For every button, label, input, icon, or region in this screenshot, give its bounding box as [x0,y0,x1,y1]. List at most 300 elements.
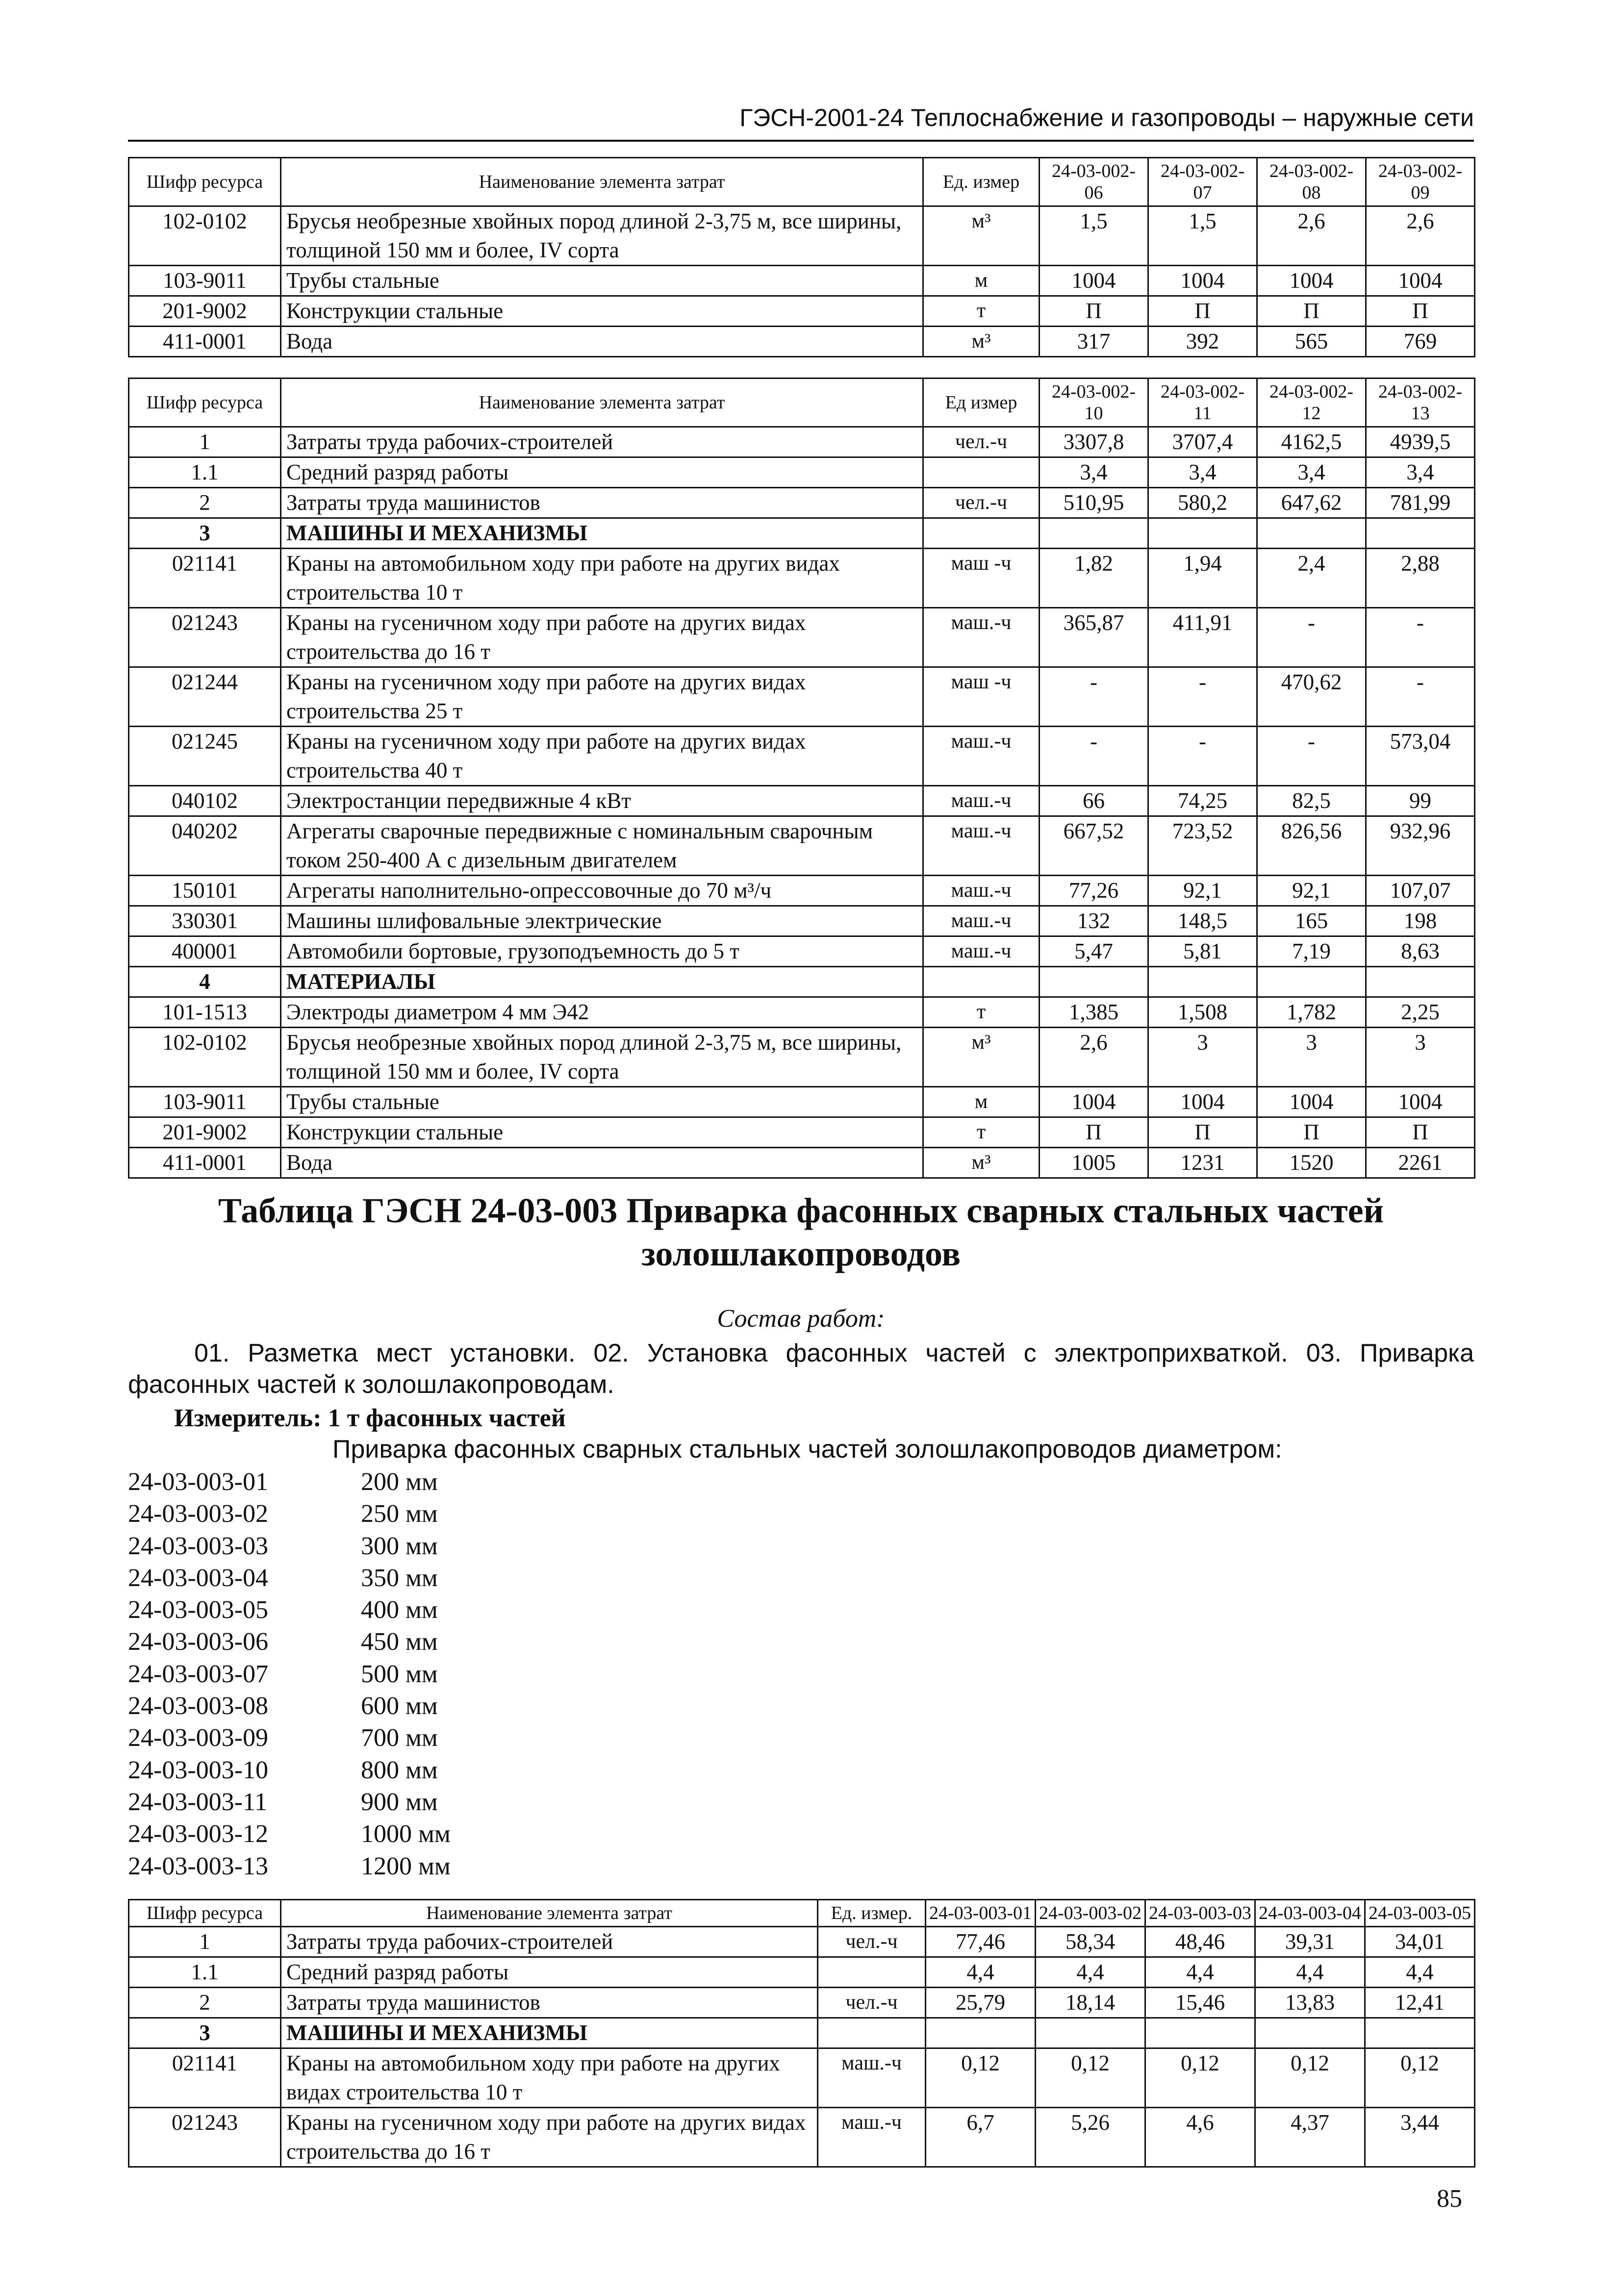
resource-name-cell: Автомобили бортовые, грузоподъемность до 5 т [281,936,923,967]
table-row [129,1117,1475,1148]
value-cell: - [1040,727,1148,786]
value-cell: 92,1 [1257,876,1366,906]
resource-code-cell: 040102 [129,786,281,816]
col-norm-header: 24-03-002-13 [1366,379,1475,427]
resource-name-cell: Трубы стальные [281,1087,923,1117]
table-row [129,816,1475,876]
resource-name-cell: Затраты труда рабочих-строителей [281,1927,818,1957]
value-cell: 667,52 [1040,816,1148,876]
resource-name-cell: Краны на автомобильном ходу при работе на других видах строительства 10 т [281,2048,818,2108]
resource-code-cell: 2 [129,488,281,518]
value-cell: 565 [1257,327,1366,357]
value-cell: 1,5 [1040,206,1148,266]
value-cell: 82,5 [1257,786,1366,816]
value-cell: 932,96 [1366,816,1475,876]
value-cell: 1004 [1366,266,1475,296]
value-cell [1257,967,1366,997]
norm-code: 24-03-003-13 [128,1852,268,1880]
unit-cell: маш.-ч [923,816,1040,876]
resource-name-cell: Брусья необрезные хвойных пород длиной 2-3,75 м, все ширины, толщиной 150 мм и более, IV сорта [281,1028,923,1087]
resource-name-cell: Конструкции стальные [281,1117,923,1148]
col-name-header: Наименование элемента затрат [281,1900,818,1927]
norm-diameter: 500 мм [361,1660,438,1688]
col-norm-header: 24-03-003-03 [1145,1900,1255,1927]
value-cell: 723,52 [1148,816,1257,876]
unit-cell: м³ [923,206,1040,266]
value-cell [1366,967,1475,997]
norm-code: 24-03-003-06 [128,1628,268,1656]
value-cell: 3707,4 [1148,427,1257,457]
table-row [129,427,1475,457]
norm-code-item [128,1818,451,1850]
norm-diameter: 700 мм [361,1724,438,1752]
composition-text: 01. Разметка мест установки. 02. Установка фасонных частей с электроприхваткой. 03. Приварка фасонных частей к золошлакопроводам. [128,1339,1474,1399]
value-cell: 1,94 [1148,549,1257,608]
value-cell [1148,518,1257,549]
resource-name-cell: Машины шлифовальные электрические [281,906,923,936]
value-cell: 165 [1257,906,1366,936]
unit-cell: т [923,296,1040,327]
norm-code-item [128,1690,451,1722]
resource-code-cell: 3 [129,518,281,549]
col-unit-header: Ед измер [923,379,1040,427]
resource-code-cell: 400001 [129,936,281,967]
value-cell: 92,1 [1148,876,1257,906]
unit-cell: маш.-ч [923,608,1040,667]
resource-code-cell: 3 [129,2018,281,2048]
value-cell: 99 [1366,786,1475,816]
value-cell: 3 [1366,1028,1475,1087]
resource-code-cell: 201-9002 [129,296,281,327]
value-cell: 2,88 [1366,549,1475,608]
table-row [129,1148,1475,1178]
resource-code-cell: 4 [129,967,281,997]
norm-code-item [128,1786,451,1818]
unit-cell: чел.-ч [818,1988,926,2018]
value-cell: 2,6 [1257,206,1366,266]
value-cell: 3,44 [1365,2108,1475,2167]
unit-cell [923,518,1040,549]
resource-name-cell: Средний разряд работы [281,457,923,488]
value-cell: 1004 [1040,1087,1148,1117]
value-cell [1036,2018,1145,2048]
value-cell: 1004 [1257,1087,1366,1117]
value-cell: 1,82 [1040,549,1148,608]
unit-cell: м³ [923,1148,1040,1178]
table-row [129,457,1475,488]
value-cell: 3,4 [1040,457,1148,488]
unit-cell: маш.-ч [923,876,1040,906]
value-cell: 1004 [1040,266,1148,296]
value-cell: 1004 [1148,1087,1257,1117]
norm-code-list [128,1466,451,1882]
value-cell: 15,46 [1145,1988,1255,2018]
value-cell: 77,46 [926,1927,1036,1957]
resource-name-cell: МАШИНЫ И МЕХАНИЗМЫ [281,2018,818,2048]
resource-code-cell: 040202 [129,816,281,876]
value-cell [1040,967,1148,997]
unit-cell: маш.-ч [923,727,1040,786]
diameter-intro: Приварка фасонных сварных стальных частей золошлакопроводов диаметром: [332,1435,1282,1464]
table-row [129,327,1475,357]
unit-cell: м [923,1087,1040,1117]
page-number: 85 [1437,2185,1462,2213]
norm-code: 24-03-003-01 [128,1468,268,1496]
value-cell: - [1148,727,1257,786]
table-row [129,206,1475,266]
resource-table-003-01-05 [128,1899,1475,2168]
col-norm-header: 24-03-002-10 [1040,379,1148,427]
value-cell: - [1257,727,1366,786]
value-cell: 1,385 [1040,997,1148,1028]
unit-cell [923,457,1040,488]
unit-cell: чел.-ч [818,1927,926,1957]
table-row [129,549,1475,608]
value-cell: 198 [1366,906,1475,936]
table-row [129,266,1475,296]
norm-diameter: 300 мм [361,1532,438,1560]
norm-code-item [128,1722,451,1754]
table-row [129,1957,1475,1988]
value-cell: 2,6 [1040,1028,1148,1087]
value-cell: 3307,8 [1040,427,1148,457]
value-cell: 580,2 [1148,488,1257,518]
value-cell: 411,91 [1148,608,1257,667]
value-cell: 2,4 [1257,549,1366,608]
resource-code-cell: 021245 [129,727,281,786]
resource-name-cell: Конструкции стальные [281,296,923,327]
value-cell: 2261 [1366,1148,1475,1178]
value-cell: 77,26 [1040,876,1148,906]
value-cell: 12,41 [1365,1988,1475,2018]
value-cell [1040,518,1148,549]
unit-cell: маш.-ч [923,906,1040,936]
running-header: ГЭСН-2001-24 Теплоснабжение и газопроводы – наружные сети [739,104,1474,131]
resource-name-cell: Агрегаты наполнительно-опрессовочные до 70 м³/ч [281,876,923,906]
value-cell: 1004 [1366,1087,1475,1117]
table-row [129,608,1475,667]
value-cell: 66 [1040,786,1148,816]
value-cell: 1520 [1257,1148,1366,1178]
value-cell: 148,5 [1148,906,1257,936]
value-cell: 8,63 [1366,936,1475,967]
table-row [129,1028,1475,1087]
resource-name-cell: Краны на автомобильном ходу при работе на других видах строительства 10 т [281,549,923,608]
value-cell: 58,34 [1036,1927,1145,1957]
norm-diameter: 1000 мм [361,1820,451,1848]
value-cell: 392 [1148,327,1257,357]
value-cell: 2,6 [1366,206,1475,266]
value-cell: 769 [1366,327,1475,357]
resource-code-cell: 150101 [129,876,281,906]
resource-code-cell: 411-0001 [129,327,281,357]
value-cell: 0,12 [1036,2048,1145,2108]
value-cell: - [1257,608,1366,667]
resource-name-cell: Затраты труда машинистов [281,488,923,518]
value-cell [1255,2018,1365,2048]
resource-name-cell: МАШИНЫ И МЕХАНИЗМЫ [281,518,923,549]
section-row [129,518,1475,549]
resource-code-cell: 330301 [129,906,281,936]
value-cell: 365,87 [1040,608,1148,667]
unit-cell: маш.-ч [923,936,1040,967]
value-cell: П [1366,296,1475,327]
table-row [129,997,1475,1028]
norm-code: 24-03-003-12 [128,1820,268,1848]
value-cell: П [1148,1117,1257,1148]
norm-code: 24-03-003-10 [128,1756,268,1784]
col-name-header: Наименование элемента затрат [281,158,923,206]
norm-code: 24-03-003-07 [128,1660,268,1688]
value-cell: 510,95 [1040,488,1148,518]
value-cell: П [1040,296,1148,327]
value-cell: 0,12 [1255,2048,1365,2108]
value-cell: 4,4 [926,1957,1036,1988]
unit-cell: маш.-ч [818,2048,926,2108]
table-row [129,667,1475,727]
table-row [129,488,1475,518]
resource-table-002-06-09 [128,157,1475,357]
unit-cell: маш -ч [923,667,1040,727]
unit-cell: т [923,1117,1040,1148]
value-cell: 34,01 [1365,1927,1475,1957]
value-cell: П [1366,1117,1475,1148]
norm-code-item [128,1466,451,1498]
norm-code-item [128,1754,451,1786]
value-cell: 3 [1148,1028,1257,1087]
value-cell: 4,4 [1255,1957,1365,1988]
col-norm-header: 24-03-002-06 [1040,158,1148,206]
value-cell: 0,12 [1145,2048,1255,2108]
table-row [129,936,1475,967]
col-norm-header: 24-03-002-12 [1257,379,1366,427]
value-cell: 74,25 [1148,786,1257,816]
resource-code-cell: 021243 [129,2108,281,2167]
resource-code-cell: 201-9002 [129,1117,281,1148]
resource-code-cell: 411-0001 [129,1148,281,1178]
value-cell: 39,31 [1255,1927,1365,1957]
resource-code-cell: 101-1513 [129,997,281,1028]
resource-name-cell: Затраты труда машинистов [281,1988,818,2018]
value-cell: 3 [1257,1028,1366,1087]
value-cell: 3,4 [1366,457,1475,488]
value-cell: 781,99 [1366,488,1475,518]
table-row [129,1087,1475,1117]
norm-diameter: 1200 мм [361,1852,451,1880]
norm-code-item [128,1498,451,1530]
col-norm-header: 24-03-002-11 [1148,379,1257,427]
resource-name-cell: Трубы стальные [281,266,923,296]
value-cell: 1,508 [1148,997,1257,1028]
col-norm-header: 24-03-003-01 [926,1900,1036,1927]
table-row [129,1927,1475,1957]
value-cell [926,2018,1036,2048]
value-cell: П [1040,1117,1148,1148]
table-row [129,786,1475,816]
value-cell [1145,2018,1255,2048]
value-cell: 2,25 [1366,997,1475,1028]
norm-diameter: 900 мм [361,1788,438,1816]
table-row [129,1988,1475,2018]
col-code-header: Шифр ресурса [129,1900,281,1927]
norm-code: 24-03-003-09 [128,1724,268,1752]
value-cell: - [1040,667,1148,727]
value-cell: 317 [1040,327,1148,357]
table-row [129,876,1475,906]
unit-cell [818,1957,926,1988]
table-header-row [129,379,1475,427]
value-cell: 5,47 [1040,936,1148,967]
resource-name-cell: Средний разряд работы [281,1957,818,1988]
col-code-header: Шифр ресурса [129,158,281,206]
unit-cell: маш.-ч [923,786,1040,816]
value-cell: 1,5 [1148,206,1257,266]
value-cell: П [1257,1117,1366,1148]
unit-cell [818,2018,926,2048]
value-cell: 25,79 [926,1988,1036,2018]
col-norm-header: 24-03-003-04 [1255,1900,1365,1927]
section-row [129,2018,1475,2048]
table-header-row [129,1900,1475,1927]
col-code-header: Шифр ресурса [129,379,281,427]
meter-line: Измеритель: 1 т фасонных частей [174,1404,566,1432]
resource-name-cell: Брусья необрезные хвойных пород длиной 2-3,75 м, все ширины, толщиной 150 мм и более, IV сорта [281,206,923,266]
resource-name-cell: Краны на гусеничном ходу при работе на других видах строительства 25 т [281,667,923,727]
value-cell: 6,7 [926,2108,1036,2167]
composition-heading: Состав работ: [717,1305,885,1333]
unit-cell: маш -ч [923,549,1040,608]
norm-code: 24-03-003-03 [128,1532,268,1560]
value-cell: 132 [1040,906,1148,936]
norm-code-item [128,1562,451,1594]
value-cell [1365,2018,1475,2048]
section-row [129,967,1475,997]
value-cell: 647,62 [1257,488,1366,518]
norm-diameter: 800 мм [361,1756,438,1784]
value-cell: 1,782 [1257,997,1366,1028]
unit-cell: чел.-ч [923,427,1040,457]
resource-table-002-10-13 [128,378,1475,1179]
norm-diameter: 400 мм [361,1596,438,1624]
table-row [129,2108,1475,2167]
col-unit-header: Ед. измер [923,158,1040,206]
norm-code-item [128,1594,451,1626]
table-row [129,906,1475,936]
value-cell: 573,04 [1366,727,1475,786]
resource-name-cell: Вода [281,1148,923,1178]
norm-code: 24-03-003-02 [128,1500,268,1528]
value-cell: 4,4 [1365,1957,1475,1988]
norm-diameter: 350 мм [361,1564,438,1592]
resource-code-cell: 2 [129,1988,281,2018]
norm-code-item [128,1850,451,1882]
col-norm-header: 24-03-002-09 [1366,158,1475,206]
resource-code-cell: 102-0102 [129,206,281,266]
col-norm-header: 24-03-003-05 [1365,1900,1475,1927]
unit-cell: м³ [923,327,1040,357]
unit-cell: м³ [923,1028,1040,1087]
value-cell: 5,81 [1148,936,1257,967]
resource-name-cell: Вода [281,327,923,357]
value-cell: 1004 [1148,266,1257,296]
col-norm-header: 24-03-002-08 [1257,158,1366,206]
table-row [129,727,1475,786]
norm-diameter: 250 мм [361,1500,438,1528]
value-cell: - [1366,608,1475,667]
resource-code-cell: 103-9011 [129,1087,281,1117]
value-cell: 4,6 [1145,2108,1255,2167]
value-cell: 0,12 [1365,2048,1475,2108]
resource-code-cell: 021141 [129,549,281,608]
value-cell: 5,26 [1036,2108,1145,2167]
value-cell: 4,4 [1036,1957,1145,1988]
norm-code: 24-03-003-04 [128,1564,268,1592]
unit-cell: чел.-ч [923,488,1040,518]
col-norm-header: 24-03-002-07 [1148,158,1257,206]
resource-code-cell: 1 [129,427,281,457]
value-cell: - [1148,667,1257,727]
resource-name-cell: Краны на гусеничном ходу при работе на других видах строительства до 16 т [281,2108,818,2167]
value-cell: 4939,5 [1366,427,1475,457]
norm-diameter: 600 мм [361,1692,438,1720]
table-row [129,296,1475,327]
table-header-row [129,158,1475,206]
value-cell: 48,46 [1145,1927,1255,1957]
unit-cell: т [923,997,1040,1028]
resource-name-cell: Краны на гусеничном ходу при работе на других видах строительства 40 т [281,727,923,786]
resource-name-cell: Краны на гусеничном ходу при работе на других видах строительства до 16 т [281,608,923,667]
value-cell: 4,4 [1145,1957,1255,1988]
resource-name-cell: Агрегаты сварочные передвижные с номинальным сварочным током 250-400 А с дизельным двигателем [281,816,923,876]
resource-code-cell: 021244 [129,667,281,727]
resource-code-cell: 103-9011 [129,266,281,296]
resource-code-cell: 021243 [129,608,281,667]
value-cell [1366,518,1475,549]
value-cell: П [1148,296,1257,327]
resource-name-cell: Затраты труда рабочих-строителей [281,427,923,457]
norm-code: 24-03-003-11 [128,1788,268,1816]
value-cell: 470,62 [1257,667,1366,727]
value-cell: - [1366,667,1475,727]
value-cell: 826,56 [1257,816,1366,876]
header-rule [128,140,1474,142]
value-cell: 1004 [1257,266,1366,296]
unit-cell: маш.-ч [818,2108,926,2167]
value-cell: 3,4 [1148,457,1257,488]
value-cell: 107,07 [1366,876,1475,906]
norm-code-item [128,1658,451,1690]
resource-code-cell: 1.1 [129,457,281,488]
section-title: Таблица ГЭСН 24-03-003 Приварка фасонных сварных стальных частей золошлакопроводов [218,1191,1384,1273]
resource-code-cell: 1.1 [129,1957,281,1988]
value-cell: 18,14 [1036,1988,1145,2018]
resource-code-cell: 102-0102 [129,1028,281,1087]
table-row [129,2048,1475,2108]
value-cell: 13,83 [1255,1988,1365,2018]
value-cell [1257,518,1366,549]
value-cell: 4,37 [1255,2108,1365,2167]
norm-code-item [128,1626,451,1658]
value-cell [1148,967,1257,997]
value-cell: 3,4 [1257,457,1366,488]
value-cell: 4162,5 [1257,427,1366,457]
resource-code-cell: 021141 [129,2048,281,2108]
resource-code-cell: 1 [129,1927,281,1957]
unit-cell [923,967,1040,997]
col-name-header: Наименование элемента затрат [281,379,923,427]
col-norm-header: 24-03-003-02 [1036,1900,1145,1927]
col-unit-header: Ед. измер. [818,1900,926,1927]
